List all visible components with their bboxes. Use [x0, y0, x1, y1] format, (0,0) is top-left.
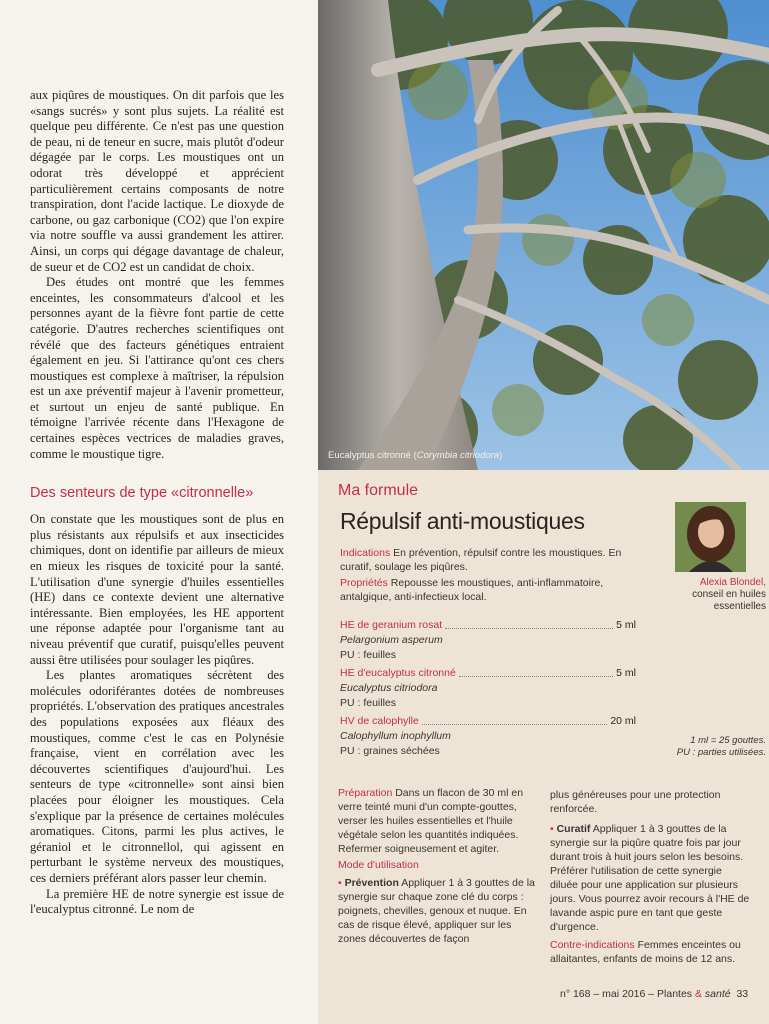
oil-part-used: PU : graines séchées — [340, 745, 440, 757]
oil-name: HE de geranium rosat — [340, 619, 443, 631]
contre-indications — [550, 938, 750, 966]
curatif-text: Appliquer 1 à 3 gouttes de la synergie sur la piqûre quatre fois par jour durant trois à huit jours selon les besoins. Préférer l'utilisation de cette synergie diluée pour une application sur plusieurs jours. Vous pourrez avoir recours à l'HE de lavande aspic pure en tant que geste d'urgence. — [550, 823, 750, 933]
note-pu: PU : parties utilisées. — [676, 747, 766, 758]
dosage-note — [648, 735, 766, 759]
preparation-text: Dans un flacon de 30 ml en verre teinté muni d'un compte-gouttes, verser les huiles essentielles et l'huile végétale selon les quantités indiquées. Refermer soigneusement et agiter. — [338, 787, 524, 855]
formula-title: Répulsif anti-moustiques — [340, 508, 585, 534]
eucalyptus-tree-illustration — [318, 0, 769, 470]
mode-label: Mode d'utilisation — [338, 859, 419, 871]
paragraph-4: Les plantes aromatiques sécrètent des molécules odoriférantes dotées de nombreuses propriétés. L'observation des pratiques ancestrales des populations exposées aux fléaux des moustiques, comme c'est le cas en Polynésie française, vient en corrélation avec les découvertes scientifiques d'aujourd'hui. Les senteurs de type «citronnelle» sont ainsi bien placées pour éloigner les moustiques. Cela s'explique par la présence de certaines molécules aromatiques. Citons, parmi les plus actives, le géraniol et le citronnellol, qui agissent en perturbant le système nerveux des moustiques, ces derniers préférant alors passer leur chemin. — [30, 668, 284, 885]
page-number: 33 — [736, 988, 749, 1000]
article-left-column — [30, 88, 284, 918]
paragraph-1: aux piqûres de moustiques. On dit parfois que les «sangs sucrés» y sont plus sujets. La réalité est quelque peu différente. Ce n'est pas une question de peau, ni de teneur en sucre, mais plutôt d'odeur dégagée par le corps. Les moustiques ont un odorat très développé et apprécient particulièrement certains composants de notre transpiration, dont l'acide lactique. Le dioxyde de carbone, ou gaz carbonique (CO2) que l'on expire via notre souffle va aussi grandement les attirer. Ainsi, un corps qui dégage davantage de chaleur, de sueur et de CO2 est un candidat de choix. — [30, 88, 284, 274]
formula-left-column — [338, 786, 538, 946]
magazine-name-part2: santé — [704, 988, 731, 1000]
magazine-name-part1: Plantes — [657, 988, 693, 1000]
dot-leader — [422, 714, 608, 725]
author-avatar — [675, 502, 746, 572]
oil-ingredient — [340, 714, 636, 759]
caption-latin-name: Corymbia citriodora — [416, 450, 500, 461]
paragraph-5: La première HE de notre synergie est issue de l'eucalyptus citronné. Le nom de — [30, 886, 284, 917]
author-name: Alexia Blondel, — [699, 577, 766, 588]
eucalyptus-photo — [318, 0, 769, 470]
oil-name: HV de calophylle — [340, 715, 419, 727]
author-portrait — [675, 502, 746, 572]
formula-box — [318, 470, 769, 1024]
bullet-icon: • — [338, 877, 345, 889]
oil-quantity: 20 ml — [610, 715, 636, 727]
caption-close: ) — [499, 450, 503, 461]
section-heading: Des senteurs de type «citronnelle» — [30, 485, 254, 502]
indications — [340, 546, 650, 574]
formula-right-column — [550, 788, 750, 966]
author-role: conseil en huiles essentielles — [692, 589, 766, 612]
proprietes — [340, 576, 650, 604]
author-credit — [648, 577, 766, 613]
curatif-label: Curatif — [556, 823, 591, 835]
bullet-icon: • — [550, 823, 557, 835]
indications-text: En prévention, répulsif contre les moustiques. En curatif, soulage les piqûres. — [340, 547, 622, 573]
oil-latin-name: Calophyllum inophyllum — [340, 730, 451, 742]
oil-ingredient — [340, 666, 636, 711]
prevention-continued: plus généreuses pour une protection renforcée. — [550, 789, 721, 815]
issue-info: n° 168 – mai 2016 – — [560, 988, 658, 1000]
contre-indications-label: Contre-indications — [550, 939, 635, 951]
formula-kicker: Ma formule — [338, 482, 419, 499]
oil-ingredient — [340, 618, 636, 663]
oil-latin-name: Eucalyptus citriodora — [340, 682, 438, 694]
preparation-label: Préparation — [338, 787, 393, 799]
oil-name: HE d'eucalyptus citronné — [340, 667, 456, 679]
photo-caption — [328, 450, 502, 461]
caption-text: Eucalyptus citronné ( — [328, 450, 417, 461]
magazine-ampersand: & — [694, 988, 702, 1000]
oil-quantity: 5 ml — [616, 619, 636, 631]
proprietes-label: Propriétés — [340, 577, 388, 589]
oil-part-used: PU : feuilles — [340, 697, 397, 709]
contre-indications-text: Femmes enceintes ou allaitantes, enfants de moins de 12 ans. — [550, 939, 741, 965]
prevention-text: Appliquer 1 à 3 gouttes de la synergie sur chaque zone clé du corps : poignets, chevilles, genoux et nuque. En cas de risque élevé, appliquer sur les zones découvertes de façon — [338, 877, 535, 945]
prevention-label: Prévention — [344, 877, 399, 889]
oil-part-used: PU : feuilles — [340, 649, 397, 661]
curatif — [550, 822, 750, 934]
paragraph-3: On constate que les moustiques sont de plus en plus résistants aux répulsifs et aux insecticides chimiques, dont on identifie par ailleurs de mieux en mieux les risques de toxicité pour la santé. L'utilisation d'une synergie d'huiles essentielles (HE) dans ce contexte devient une alternative intéressante. Bien employées, les HE apportent une réponse adaptée pour l'organisme tant au niveau préventif que curatif, puisqu'elles peuvent aussi être utilisées pour soulager les piqûres. — [30, 512, 284, 667]
paragraph-2: Des études ont montré que les femmes enceintes, les consommateurs d'alcool et les personnes ayant de la fièvre font partie de cette catégorie. D'autres recherches scientifiques ont révélé que des facteurs génétiques entraient également en jeu. Si l'attirance qu'ont ces chers moustiques est complexe à maîtriser, la répulsion est un axe préventif majeur à l'avenir prometteur, et surtout un enjeu de santé publique. En témoigne l'arrivée récente dans l'Hexagone de certaines espèces vectrices de maladies graves, comme le moustique tigre. — [30, 275, 284, 461]
indications-label: Indications — [340, 547, 391, 559]
preparation — [338, 786, 538, 856]
oil-quantity: 5 ml — [616, 667, 636, 679]
page-footer — [560, 988, 748, 1000]
proprietes-text: Repousse les moustiques, anti-inflammatoire, antalgique, anti-infectieux local. — [340, 577, 604, 603]
note-ml: 1 ml = 25 gouttes. — [690, 735, 766, 746]
prevention — [338, 876, 538, 946]
oil-latin-name: Pelargonium asperum — [340, 634, 443, 646]
dot-leader — [445, 618, 613, 629]
dot-leader — [459, 666, 613, 677]
